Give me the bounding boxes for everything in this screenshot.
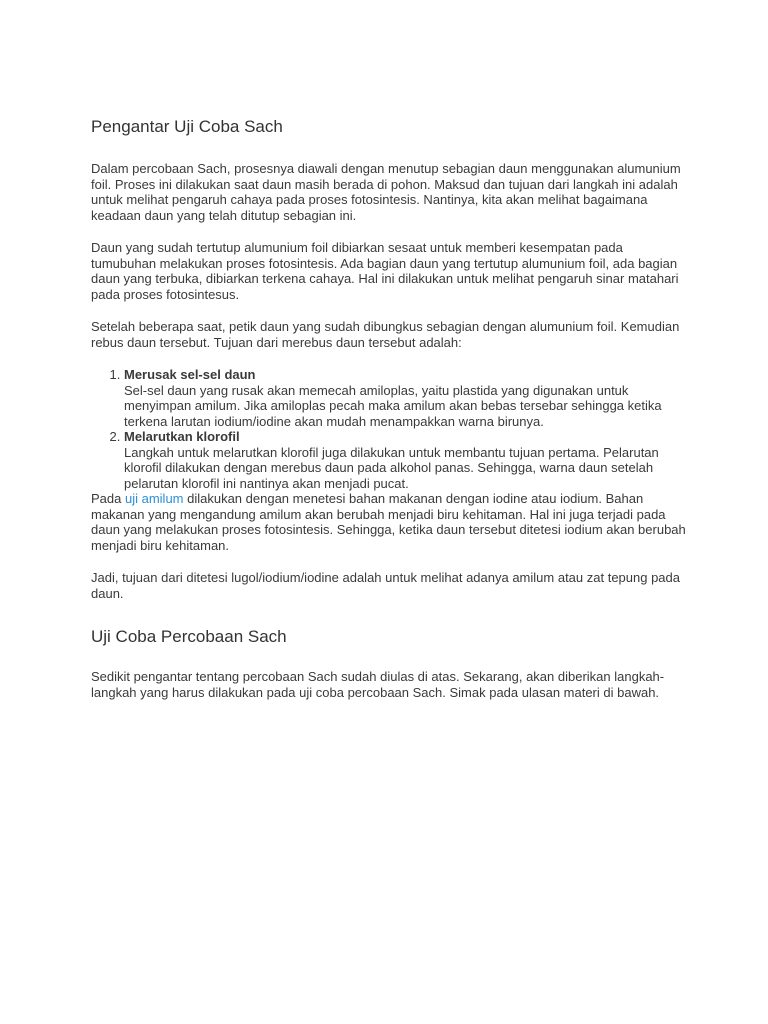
paragraph-intro-2: Daun yang sudah tertutup alumunium foil dibiarkan sesaat untuk memberi kesempatan pada tumubuhan melakukan proses fotosintesis. Ada bagian daun yang tertutup alumunium foil, ada bagian daun yang terbuka, dibiarkan terkena cahaya. Hal ini dilakukan untuk melihat pengaruh sinar matahari pada proses fotosintesus. — [91, 240, 679, 302]
paragraph-uji-amilum — [91, 491, 691, 553]
list-item-title: 1. Merusak sel-sel daun — [124, 367, 256, 382]
list-item-text: Langkah untuk melarutkan klorofil juga dilakukan untuk membantu tujuan pertama. Pelarutan klorofil dilakukan dengan merebus daun pada alkohol panas. Sehingga, warna daun setelah pelarutan klorofil ini nantinya akan menjadi pucat. — [124, 444, 659, 491]
list-item — [124, 429, 691, 491]
section-heading-intro: Pengantar Uji Coba Sach — [91, 117, 283, 136]
purpose-list — [91, 367, 691, 491]
list-item-text: Sel-sel daun yang rusak akan memecah amiloplas, yaitu plastida yang digunakan untuk menyimpan amilum. Jika amiloplas pecah maka amilum akan bebas tersebar sehingga ketika terkena larutan iodium/iodine akan mudah menampakkan warna birunya. — [124, 382, 662, 429]
paragraph-prefix: Pada — [91, 491, 125, 506]
paragraph-experiment-intro: Sedikit pengantar tentang percobaan Sach sudah diulas di atas. Sekarang, akan diberikan langkah-langkah yang harus dilakukan pada uji coba percobaan Sach. Simak pada ulasan materi di bawah. — [91, 669, 665, 700]
section-heading-experiment: Uji Coba Percobaan Sach — [91, 627, 287, 646]
article-body — [91, 116, 691, 717]
paragraph-intro-3: Setelah beberapa saat, petik daun yang sudah dibungkus sebagian dengan alumunium foil. Kemudian rebus daun tersebut. Tujuan dari merebus daun tersebut adalah: — [91, 319, 680, 350]
paragraph-intro-1: Dalam percobaan Sach, prosesnya diawali dengan menutup sebagian daun menggunakan alumunium foil. Proses ini dilakukan saat daun masih berada di pohon. Maksud dan tujuan dari langkah ini adalah untuk melihat pengaruh cahaya pada proses fotosintesis. Nantinya, kita akan melihat bagaimana keadaan daun yang telah ditutup sebagian ini. — [91, 161, 681, 223]
list-item — [124, 367, 691, 429]
paragraph-suffix: dilakukan dengan menetesi bahan makanan dengan iodine atau iodium. Bahan makanan yang mengandung amilum akan berubah menjadi biru kehitaman. Hal ini juga terjadi pada daun yang melakukan proses fotosintesis. Sehingga, ketika daun tersebut ditetesi iodium akan berubah menjadi biru kehitaman. — [91, 491, 686, 553]
list-item-title: 2. Melarutkan klorofil — [124, 429, 240, 444]
paragraph-conclusion: Jadi, tujuan dari ditetesi lugol/iodium/iodine adalah untuk melihat adanya amilum atau zat tepung pada daun. — [91, 570, 680, 601]
uji-amilum-link[interactable]: uji amilum — [124, 491, 184, 506]
